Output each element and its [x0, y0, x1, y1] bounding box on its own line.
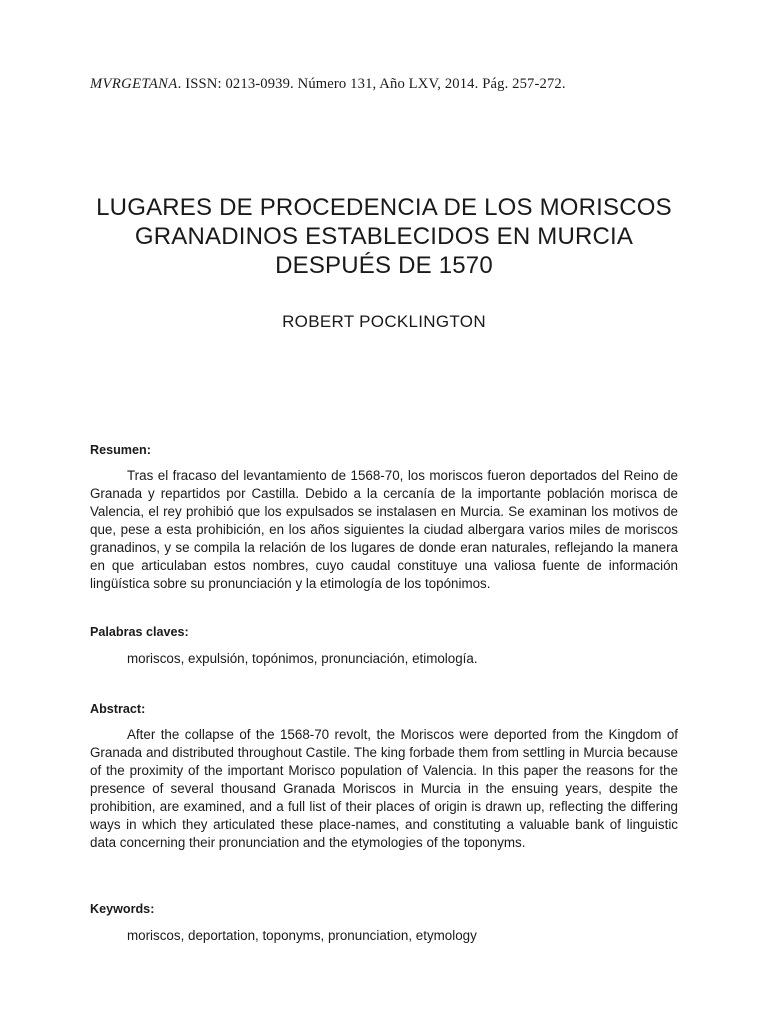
abstract-heading: Abstract: [90, 702, 146, 716]
title-line-3: DESPUÉS DE 1570 [275, 252, 493, 279]
article-title [60, 193, 708, 280]
resumen-heading: Resumen: [90, 443, 151, 457]
journal-name: MVRGETANA [90, 76, 178, 92]
abstract-text: After the collapse of the 1568-70 revolt, the Moriscos were deported from the Kingdom of Granada and distributed throughout Castile. The king forbade them from settling in Murcia because of the proximity of the important Morisco population of Valencia. In this paper the reasons for the presence of several thousand Granada Moriscos in Murcia in the ensuing years, despite the prohibition, are examined, and a full list of their places of origin is drawn up, reflecting the differing ways in which they articulated these place-names, and constituting a valuable bank of linguistic data concerning their pronunciation and the etymologies of the toponyms. [90, 727, 678, 850]
keywords-text: moriscos, deportation, toponyms, pronunciation, etymology [127, 928, 477, 943]
citation-details: . ISSN: 0213-0939. Número 131, Año LXV, 2014. Pág. 257-272. [177, 76, 566, 92]
journal-citation-header [90, 76, 690, 93]
palabras-claves-text: moriscos, expulsión, topónimos, pronunciación, etimología. [127, 651, 478, 666]
abstract-section [90, 701, 678, 852]
title-line-2: GRANADINOS ESTABLECIDOS EN MURCIA [134, 223, 634, 250]
resumen-text: Tras el fracaso del levantamiento de 1568-70, los moriscos fueron deportados del Reino de Granada y repartidos por Castilla. Debido a la cercanía de la importante población morisca de Valencia, el rey prohibió que los expulsados se instalasen en Murcia. Se examinan los motivos de que, pese a esta prohibición, en los años siguientes la ciudad albergara varios miles de moriscos granadinos, y se compila la relación de los lugares de donde eran naturales, reflejando la manera en que articulaban estos nombres, cuyo caudal constituye una valiosa fuente de información lingüística sobre su pronunciación y la etimología de los topónimos. [90, 468, 678, 591]
palabras-claves-section [90, 624, 678, 668]
palabras-claves-heading: Palabras claves: [90, 625, 189, 639]
article-author: ROBERT POCKLINGTON [282, 312, 486, 331]
title-line-1: LUGARES DE PROCEDENCIA DE LOS MORISCOS [96, 194, 672, 221]
keywords-section [90, 901, 678, 945]
resumen-section [90, 442, 678, 593]
keywords-heading: Keywords: [90, 902, 155, 916]
